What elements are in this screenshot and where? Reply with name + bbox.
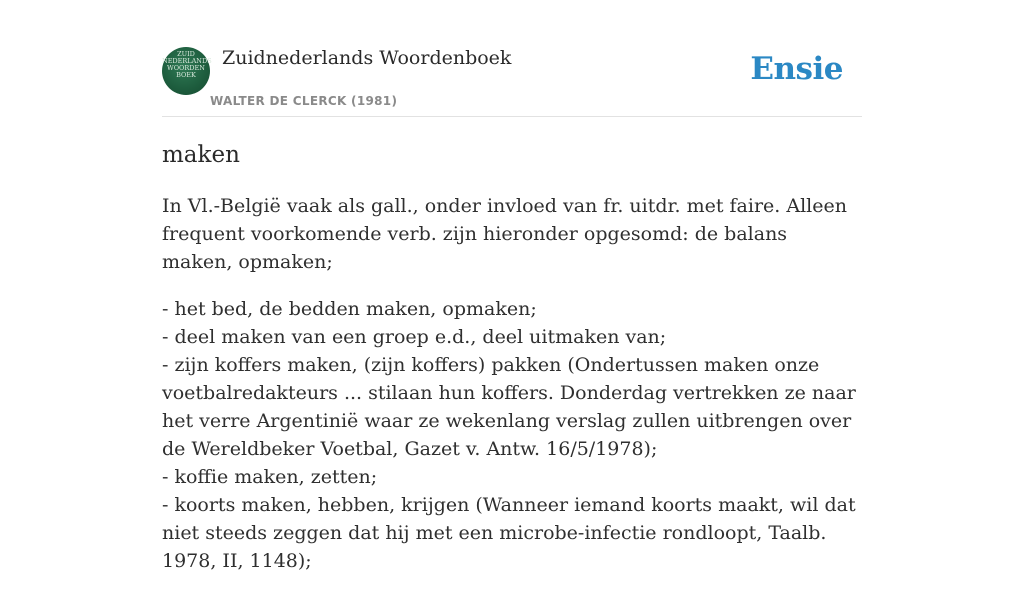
list-item: - koorts maken, hebben, krijgen (Wanneer iemand koorts maakt, wil dat niet steeds zeggen dat hij met een microbe-infectie rondloopt, Taalb. 1978, II, 1148); bbox=[162, 494, 856, 572]
entry-items bbox=[162, 295, 862, 575]
logo-text-line: WOORDEN bbox=[167, 64, 205, 72]
logo-text-line: ZUID bbox=[177, 50, 195, 58]
list-item: - deel maken van een groep e.d., deel uitmaken van; bbox=[162, 326, 667, 348]
page bbox=[162, 0, 862, 572]
list-item: - koffie maken, zetten; bbox=[162, 466, 378, 488]
logo-text bbox=[162, 51, 210, 79]
list-item: - het bed, de bedden maken, opmaken; bbox=[162, 298, 537, 320]
ensie-logo-link[interactable]: Ensie bbox=[750, 51, 843, 87]
dictionary-author: WALTER DE CLERCK (1981) bbox=[210, 94, 398, 108]
dictionary-title[interactable]: Zuidnederlands Woordenboek bbox=[222, 47, 512, 69]
list-item: - zijn koffers maken, (zijn koffers) pakken (Ondertussen maken onze voetbalredakteurs ... stilaan hun koffers. Donderdag vertrekken ze naar het verre Argentinië waar ze wekenlang verslag zullen uitbrengen over de Wereldbeker Voetbal, Gazet v. Antw. 16/5/1978); bbox=[162, 354, 856, 460]
header bbox=[162, 0, 862, 117]
headword: maken bbox=[162, 142, 240, 168]
logo-text-line: NEDERLANDS bbox=[162, 57, 212, 65]
entry-body bbox=[162, 192, 862, 594]
dictionary-logo[interactable] bbox=[162, 47, 210, 95]
logo-text-line: BOEK bbox=[176, 71, 196, 79]
entry-intro: In Vl.-België vaak als gall., onder invloed van fr. uitdr. met faire. Alleen frequent voorkomende verb. zijn hieronder opgesomd: de balans maken, opmaken; bbox=[162, 195, 847, 273]
